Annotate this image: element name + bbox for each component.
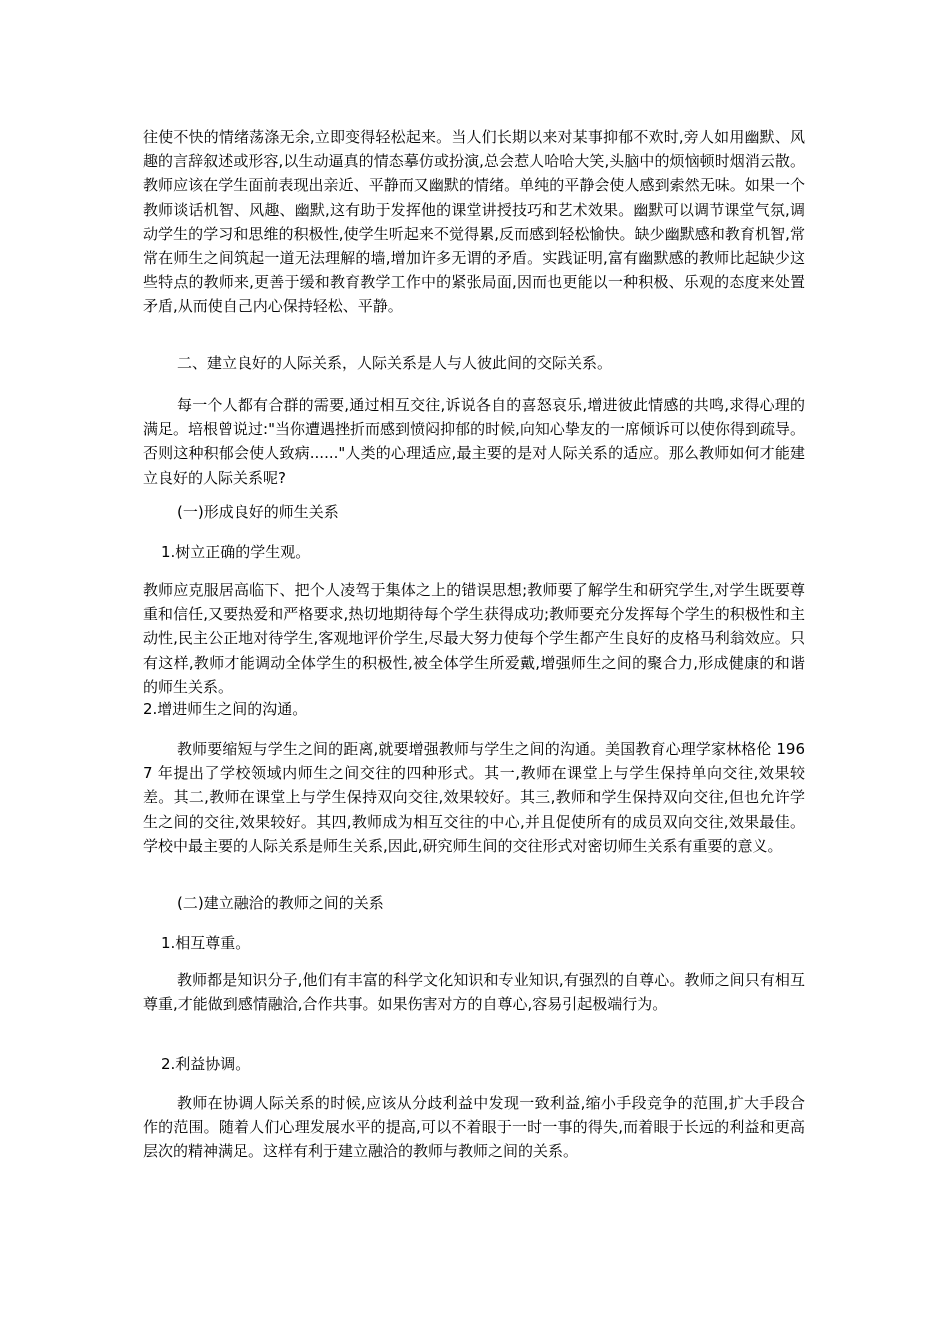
item-communication: 2.增进师生之间的沟通。 [143, 700, 308, 718]
paragraph-student-view: 教师应克服居高临下、把个人凌驾于集体之上的错误思想;教师要了解学生和研究学生,对学生既要尊重和信任,又要热爱和严格要求,热切地期待每个学生获得成功;教师要充分发挥每个学生的积极性和主动性,民主公正地对待学生,客观地评价学生,尽最大努力使每个学生都产生良好的皮格马利翁效应。只有这样,教师才能调动全体学生的积极性,被全体学生所爱戴,增强师生之间的聚合力,形成健康的和谐的师生关系。 [143, 581, 805, 696]
paragraph-communication: 教师要缩短与学生之间的距离,就要增强教师与学生之间的沟通。美国教育心理学家林格伦 1967 年提出了学校领域内师生之间交往的四种形式。其一,教师在课堂上与学生保持单向交往,效果较差。其二,教师在课堂上与学生保持双向交往,效果较好。其三,教师和学生保持双向交往,但也允许学生之间的交往,效果较好。其四,教师成为相互交往的中心,并且促使所有的成员双向交往,效果最佳。学校中最主要的人际关系是师生关系,因此,研究师生间的交往形式对密切师生关系有重要的意义。 [143, 740, 805, 855]
section-heading-interpersonal: 二、建立良好的人际关系，人际关系是人与人彼此间的交际关系。 [177, 354, 613, 372]
subheading-teacher-teacher: (二)建立融洽的教师之间的关系 [177, 894, 384, 912]
item-mutual-respect: 1.相互尊重。 [161, 934, 251, 952]
item-interest-coordination: 2.利益协调。 [161, 1055, 251, 1073]
paragraph-humor: 往使不快的情绪荡涤无余,立即变得轻松起来。当人们长期以来对某事抑郁不欢时,旁人如用幽默、风趣的言辞叙述或形容,以生动逼真的情态摹仿或扮演,总会惹人哈哈大笑,头脑中的烦恼顿时烟消云散。教师应该在学生面前表现出亲近、平静而又幽默的情绪。单纯的平静会使人感到索然无味。如果一个教师谈话机智、风趣、幽默,这有助于发挥他的课堂讲授技巧和艺术效果。幽默可以调节课堂气氛,调动学生的学习和思维的积极性,使学生听起来不觉得累,反而感到轻松愉快。缺少幽默感和教育机智,常常在师生之间筑起一道无法理解的墙,增加许多无谓的矛盾。实践证明,富有幽默感的教师比起缺少这些特点的教师来,更善于缓和教育教学工作中的紧张局面,因而也更能以一种积极、乐观的态度来处置矛盾,从而使自己内心保持轻松、平静。 [143, 128, 805, 316]
paragraph-mutual-respect: 教师都是知识分子,他们有丰富的科学文化知识和专业知识,有强烈的自尊心。教师之间只有相互尊重,才能做到感情融洽,合作共事。如果伤害对方的自尊心,容易引起极端行为。 [143, 971, 805, 1014]
paragraph-interest-coordination: 教师在协调人际关系的时候,应该从分歧利益中发现一致利益,缩小手段竞争的范围,扩大手段合作的范围。随着人们心理发展水平的提高,可以不着眼于一时一事的得失,而着眼于长远的利益和更高层次的精神满足。这样有利于建立融洽的教师与教师之间的关系。 [143, 1094, 805, 1161]
paragraph-social-needs: 每一个人都有合群的需要,通过相互交往,诉说各自的喜怒哀乐,增进彼此情感的共鸣,求得心理的满足。培根曾说过:"当你遭遇挫折而感到愤闷抑郁的时候,向知心挚友的一席倾诉可以使你得到疏导。否则这种积郁会使人致病......"人类的心理适应,最主要的是对人际关系的适应。那么教师如何才能建立良好的人际关系呢? [143, 396, 805, 487]
subheading-teacher-student: (一)形成良好的师生关系 [177, 503, 339, 521]
item-student-view: 1.树立正确的学生观。 [161, 543, 311, 561]
